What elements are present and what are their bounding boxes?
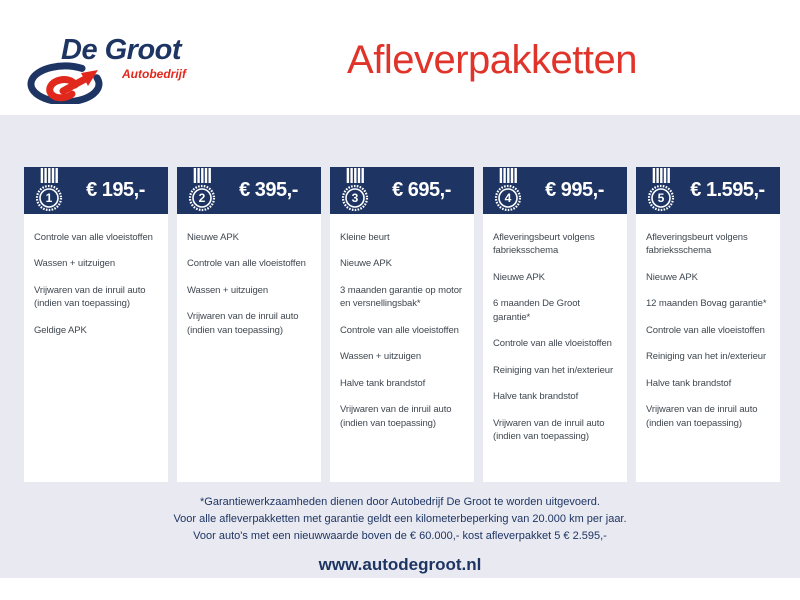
medal-3-icon <box>337 168 373 214</box>
package-item: Controle van alle vloeistoffen <box>34 232 153 243</box>
package-card-1-header <box>24 167 168 214</box>
package-card-5 <box>636 167 780 482</box>
package-item: Wassen + uitzuigen <box>340 351 422 363</box>
package-card-5-header <box>636 167 780 214</box>
package-item: Vrijwaren van de inruil auto (indien van toepassing) <box>340 404 452 429</box>
package-item: Nieuwe APK <box>187 232 239 243</box>
package-item: Afleveringsbeurt volgens fabrieksschema <box>493 232 595 257</box>
package-card-4-header <box>483 167 627 214</box>
dealer-logo <box>25 34 195 104</box>
package-card-3 <box>330 167 474 482</box>
package-price: € 395,- <box>239 179 298 201</box>
page-title: Afleverpakketten <box>347 38 637 82</box>
svg-text:5: 5 <box>657 190 665 205</box>
package-card-5-body <box>636 214 780 443</box>
package-item: Vrijwaren van de inruil auto (indien van toepassing) <box>493 417 605 443</box>
package-item: Halve tank brandstof <box>646 377 732 389</box>
package-price: € 195,- <box>86 179 145 201</box>
package-card-3-body <box>330 214 474 443</box>
svg-text:2: 2 <box>198 190 206 205</box>
package-item: Reiniging van het in/exterieur <box>646 351 767 363</box>
package-card-4 <box>483 167 627 482</box>
package-item: Geldige APK <box>34 324 87 336</box>
package-item: Nieuwe APK <box>340 258 392 270</box>
footnote-line: Voor auto's met een nieuwwaarde boven de € 60.000,- kost afleverpakket 5 € 2.595,- <box>193 530 607 542</box>
medal-1-icon <box>31 168 67 214</box>
logo-name: De Groot <box>61 34 182 66</box>
logo-subtitle: Autobedrijf <box>122 67 186 81</box>
package-price: € 695,- <box>392 179 451 201</box>
package-card-1-body <box>24 214 168 350</box>
package-item: Controle van alle vloeistoffen <box>646 324 765 336</box>
package-item: 12 maanden Bovag garantie* <box>646 298 767 310</box>
package-item: Kleine beurt <box>340 232 390 243</box>
package-item: Halve tank brandstof <box>340 377 426 389</box>
package-item: 6 maanden De Groot garantie* <box>493 298 580 323</box>
package-item: Controle van alle vloeistoffen <box>187 258 306 270</box>
svg-text:4: 4 <box>504 190 512 205</box>
package-item: 3 maanden garantie op motor en versnellingsbak* <box>340 284 462 310</box>
package-item: Vrijwaren van de inruil auto (indien van toepassing) <box>34 284 146 310</box>
package-card-3-header <box>330 167 474 214</box>
package-item: Nieuwe APK <box>493 271 545 283</box>
svg-text:3: 3 <box>351 190 359 205</box>
medal-5-icon <box>643 168 679 214</box>
package-card-4-body <box>483 214 627 457</box>
footnote-line: Voor alle afleverpakketten met garantie geldt een kilometerbeperking van 20.000 km per jaar. <box>173 513 627 525</box>
package-cards <box>24 167 780 482</box>
package-price: € 1.595,- <box>690 179 765 201</box>
svg-text:1: 1 <box>45 190 53 205</box>
package-item: Controle van alle vloeistoffen <box>493 338 612 350</box>
website-link[interactable]: www.autodegroot.nl <box>318 555 482 574</box>
package-card-2-body <box>177 214 321 350</box>
package-card-2 <box>177 167 321 482</box>
package-card-1 <box>24 167 168 482</box>
package-card-2-header <box>177 167 321 214</box>
page-header <box>0 0 800 115</box>
package-item: Wassen + uitzuigen <box>187 284 269 296</box>
package-item: Vrijwaren van de inruil auto (indien van toepassing) <box>187 311 299 336</box>
package-price: € 995,- <box>545 179 604 201</box>
content-band <box>0 115 800 578</box>
medal-2-icon <box>184 168 220 214</box>
package-item: Vrijwaren van de inruil auto (indien van toepassing) <box>646 404 758 429</box>
package-item: Controle van alle vloeistoffen <box>340 324 459 336</box>
package-item: Wassen + uitzuigen <box>34 258 116 270</box>
package-item: Nieuwe APK <box>646 271 698 283</box>
package-item: Reiniging van het in/exterieur <box>493 364 614 376</box>
footnotes <box>0 494 800 545</box>
package-item: Afleveringsbeurt volgens fabrieksschema <box>646 232 748 257</box>
package-item: Halve tank brandstof <box>493 391 579 403</box>
medal-4-icon <box>490 168 526 214</box>
footnote-line: *Garantiewerkzaamheden dienen door Autobedrijf De Groot te worden uitgevoerd. <box>200 496 600 508</box>
